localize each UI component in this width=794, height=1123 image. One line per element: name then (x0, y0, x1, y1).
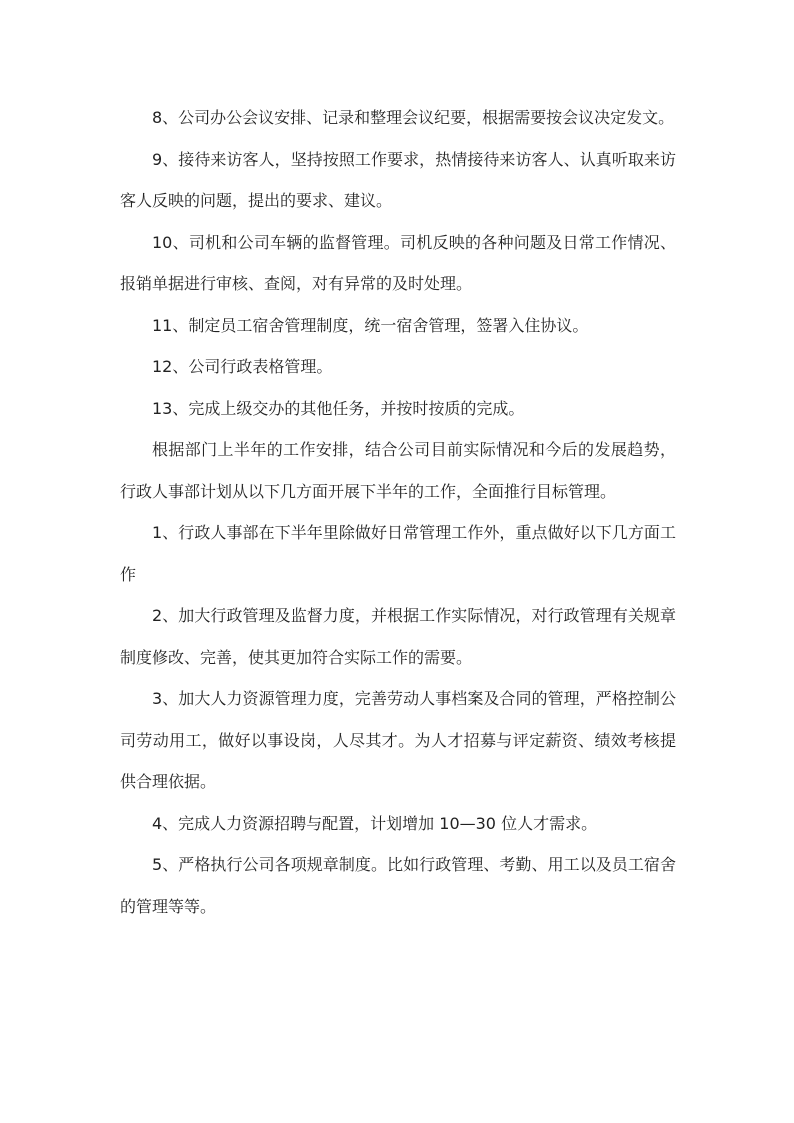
document-body (120, 97, 676, 927)
paragraph-item-13: 13、完成上级交办的其他任务，并按时按质的完成。 (152, 398, 525, 418)
paragraph-plan-3: 3、加大人力资源管理力度，完善劳动人事档案及合同的管理，严格控制公司劳动用工，做好以事设岗，人尽其才。为人才招募与评定薪资、绩效考核提供合理依据。 (120, 689, 676, 791)
paragraph-plan-1: 1、行政人事部在下半年里除做好日常管理工作外，重点做好以下几方面工作 (120, 523, 676, 584)
paragraph-item-9: 9、接待来访客人，坚持按照工作要求，热情接待来访客人、认真听取来访客人反映的问题，提出的要求、建议。 (120, 149, 676, 210)
paragraph-item-12: 12、公司行政表格管理。 (152, 357, 333, 376)
paragraph-plan-4: 4、完成人力资源招聘与配置，计划增加 10—30 位人才需求。 (152, 813, 598, 833)
paragraph-plan-intro: 根据部门上半年的工作安排，结合公司目前实际情况和今后的发展趋势，行政人事部计划从以下几方面开展下半年的工作，全面推行目标管理。 (120, 440, 676, 501)
paragraph-item-11: 11、制定员工宿舍管理制度，统一宿舍管理，签署入住协议。 (152, 315, 589, 335)
paragraph-plan-2: 2、加大行政管理及监督力度，并根据工作实际情况，对行政管理有关规章制度修改、完善，使其更加符合实际工作的需要。 (120, 606, 676, 667)
paragraph-item-8: 8、公司办公会议安排、记录和整理会议纪要，根据需要按会议决定发文。 (152, 108, 675, 127)
paragraph-plan-5: 5、严格执行公司各项规章制度。比如行政管理、考勤、用工以及员工宿舍的管理等等。 (120, 855, 676, 916)
paragraph-item-10: 10、司机和公司车辆的监督管理。司机反映的各种问题及日常工作情况、报销单据进行审核、查阅，对有异常的及时处理。 (120, 232, 676, 293)
